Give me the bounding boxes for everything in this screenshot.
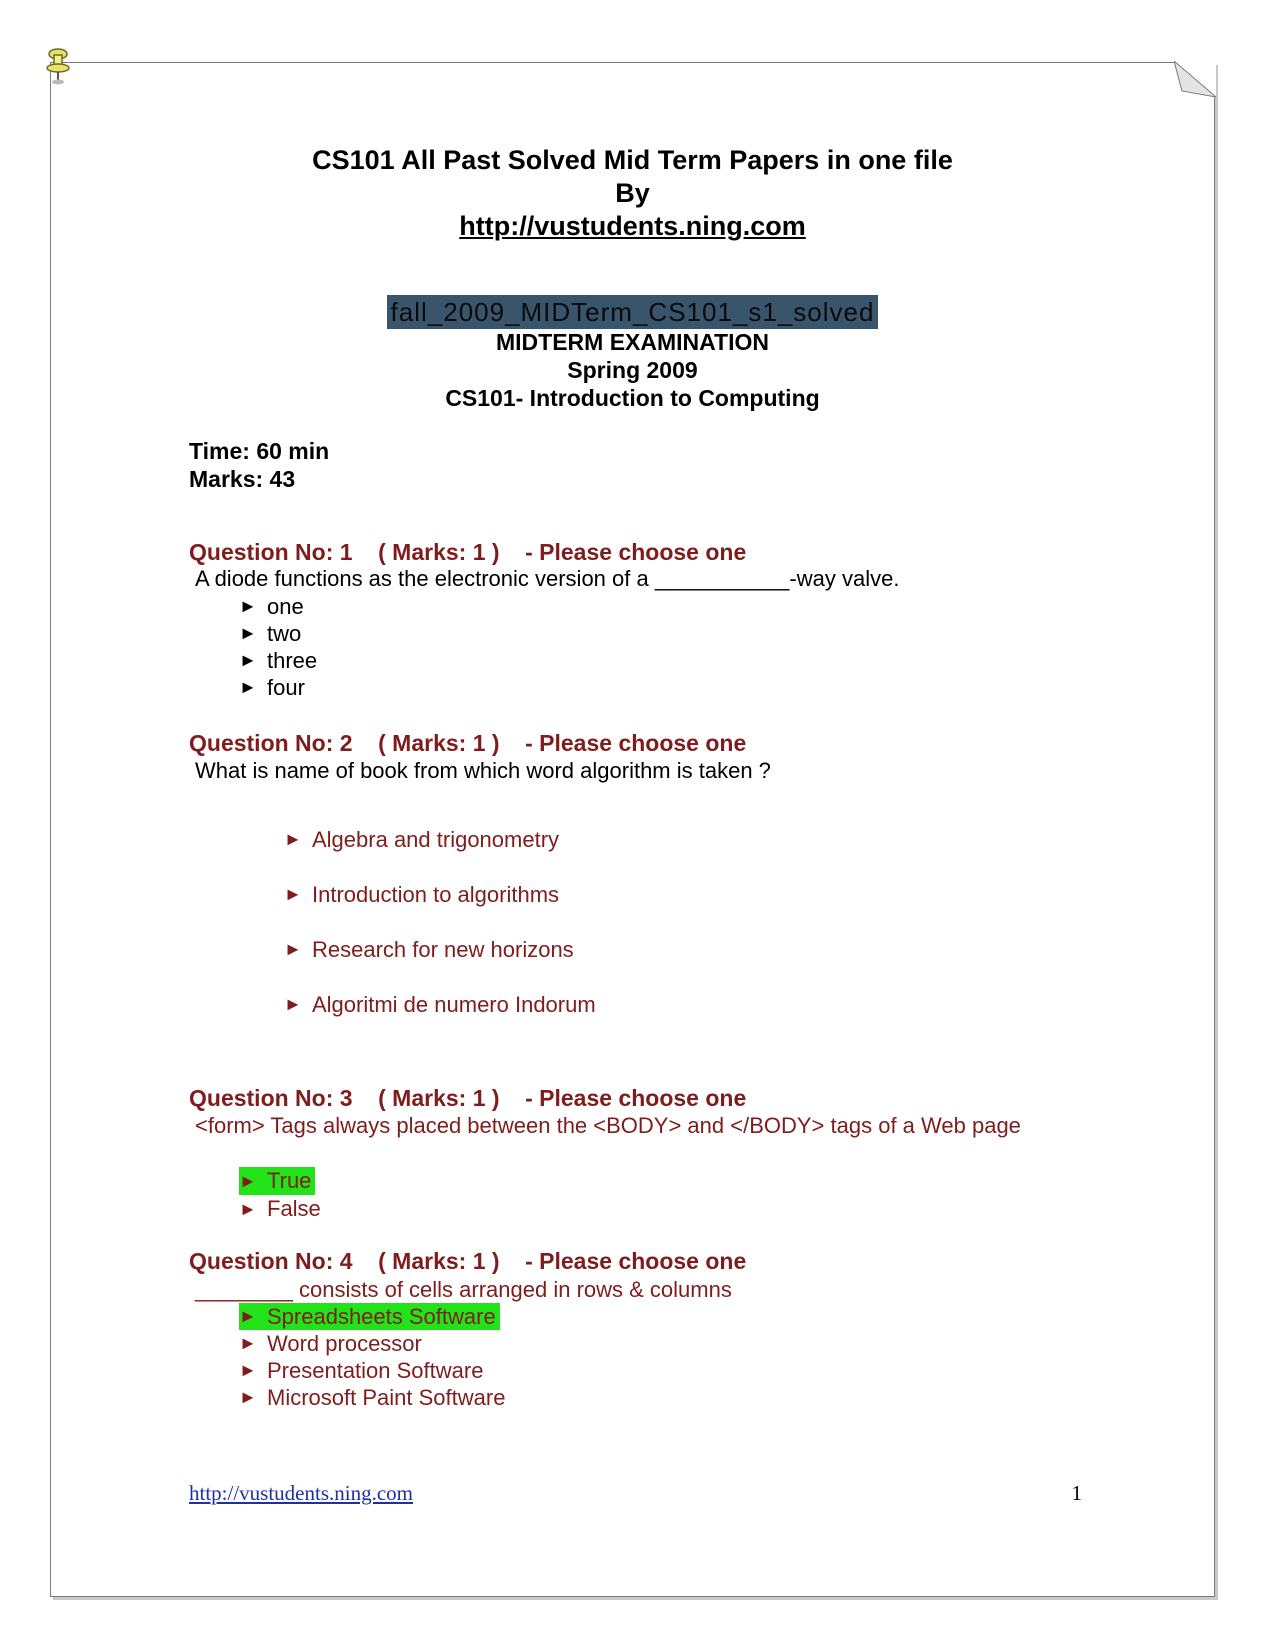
document-by: By [615, 178, 650, 208]
option: ► Introduction to algorithms [284, 867, 596, 922]
option-correct: ► Spreadsheets Software [239, 1303, 500, 1330]
question-1-heading: Question No: 1 ( Marks: 1 ) - Please choose one [189, 539, 747, 565]
pushpin-icon [43, 47, 73, 87]
question-2-heading: Question No: 2 ( Marks: 1 ) - Please choose one [189, 730, 747, 756]
arrow-icon: ► [239, 1199, 257, 1219]
footer-link[interactable]: http://vustudents.ning.com [189, 1481, 413, 1505]
question-1-text: A diode functions as the electronic version of a ___________-way valve. [195, 566, 900, 591]
option: ► four [239, 675, 305, 700]
banner-row [51, 295, 1214, 329]
document-page [50, 62, 1215, 1597]
option: ► Presentation Software [239, 1358, 484, 1383]
file-name-banner: fall_2009_MIDTerm_CS101_s1_solved [387, 295, 879, 329]
exam-course: CS101- Introduction to Computing [445, 385, 820, 411]
option: ► Algoritmi de numero Indorum [284, 977, 596, 1032]
question-1-options [239, 593, 317, 701]
option: ► two [239, 621, 302, 646]
exam-time: Time: 60 min [189, 438, 330, 464]
arrow-icon: ► [239, 1171, 257, 1191]
question-4-text: ________ consists of cells arranged in rows & columns [195, 1277, 732, 1302]
page-number: 1 [1071, 1481, 1082, 1505]
arrow-icon: ► [239, 623, 257, 643]
arrow-icon: ► [239, 677, 257, 697]
document-title: CS101 All Past Solved Mid Term Papers in one file [312, 145, 953, 175]
option: ► Algebra and trigonometry [284, 812, 596, 867]
arrow-icon: ► [284, 939, 302, 959]
question-2-options [284, 812, 596, 1032]
exam-heading: MIDTERM EXAMINATION [495, 329, 769, 355]
arrow-icon: ► [239, 650, 257, 670]
exam-marks: Marks: 43 [189, 466, 296, 492]
arrow-icon: ► [239, 596, 257, 616]
exam-term: Spring 2009 [567, 357, 698, 383]
document-site-link[interactable] [51, 209, 1214, 243]
arrow-icon: ► [239, 1360, 257, 1380]
arrow-icon: ► [284, 994, 302, 1014]
option-correct: ► True [239, 1167, 315, 1195]
arrow-icon: ► [239, 1333, 257, 1353]
option: ► three [239, 648, 318, 673]
arrow-icon: ► [239, 1306, 257, 1326]
site-link[interactable]: http://vustudents.ning.com [459, 211, 806, 241]
question-4-heading: Question No: 4 ( Marks: 1 ) - Please choose one [189, 1248, 747, 1274]
question-3-options [239, 1167, 321, 1223]
option: ► Research for new horizons [284, 922, 596, 977]
arrow-icon: ► [239, 1387, 257, 1407]
arrow-icon: ► [284, 884, 302, 904]
question-3-heading: Question No: 3 ( Marks: 1 ) - Please choose one [189, 1085, 747, 1111]
page-fold-icon [1174, 61, 1216, 97]
question-3-text: <form> Tags always placed between the <BODY> and </BODY> tags of a Web page [195, 1113, 1021, 1138]
option: ► False [239, 1196, 321, 1221]
arrow-icon: ► [284, 829, 302, 849]
option: ► Microsoft Paint Software [239, 1385, 506, 1410]
question-2-text: What is name of book from which word algorithm is taken ? [195, 758, 771, 783]
question-4-options [239, 1303, 505, 1411]
option: ► Word processor [239, 1331, 422, 1356]
option: ► one [239, 594, 304, 619]
